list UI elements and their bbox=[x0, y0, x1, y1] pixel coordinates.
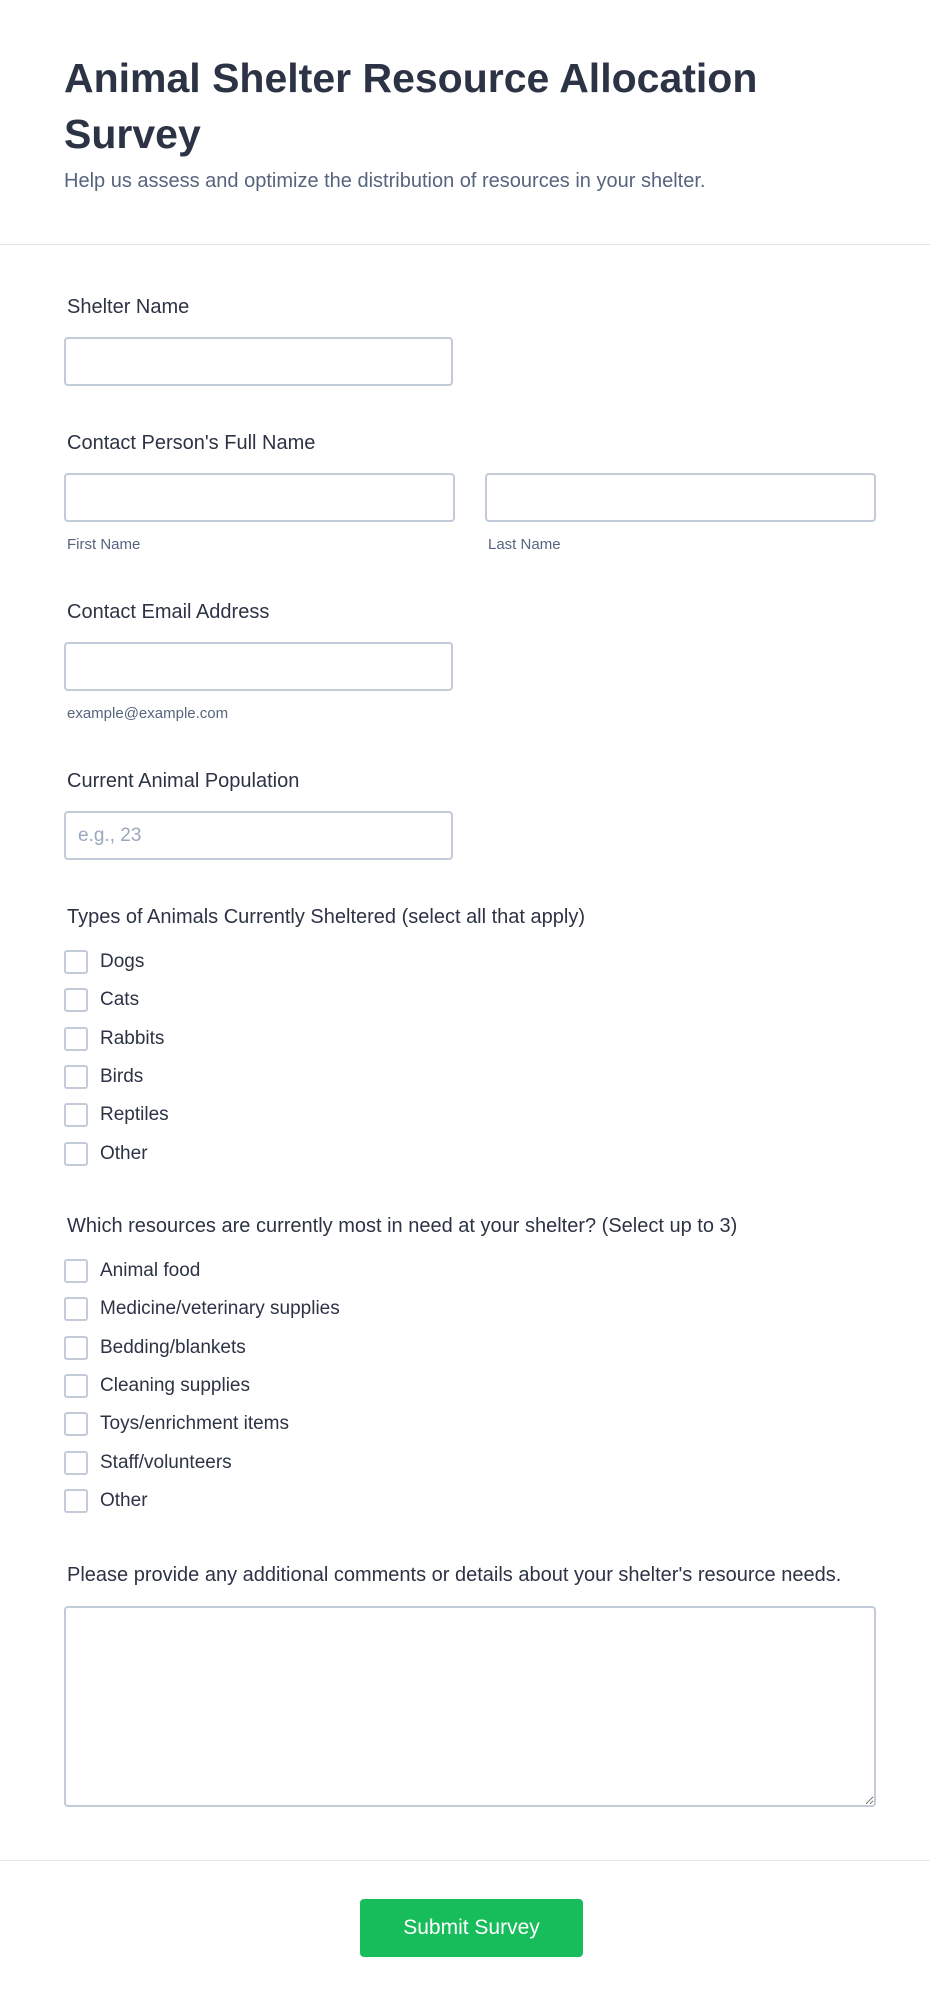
page-title: Animal Shelter Resource Allocation Survey bbox=[64, 55, 758, 157]
shelter-name-field bbox=[64, 296, 453, 386]
comments-textarea[interactable] bbox=[64, 1606, 876, 1807]
shelter-name-input[interactable] bbox=[64, 337, 453, 386]
checkbox[interactable] bbox=[64, 1142, 88, 1166]
shelter-name-label: Shelter Name bbox=[67, 296, 190, 318]
animal-types-list bbox=[64, 943, 585, 1173]
name-row bbox=[64, 473, 876, 553]
last-name-col bbox=[485, 473, 876, 553]
checkbox-label: Other bbox=[100, 1489, 148, 1511]
email-field bbox=[64, 601, 453, 722]
checkbox[interactable] bbox=[64, 1489, 88, 1513]
email-label: Contact Email Address bbox=[67, 601, 270, 623]
form-header bbox=[0, 0, 930, 245]
checkbox[interactable] bbox=[64, 950, 88, 974]
checkbox[interactable] bbox=[64, 1027, 88, 1051]
animal-types-field bbox=[64, 906, 585, 1173]
checkbox-label: Bedding/blankets bbox=[100, 1336, 246, 1358]
resources-field bbox=[64, 1215, 737, 1520]
comments-field bbox=[64, 1562, 876, 1807]
checkbox-label: Animal food bbox=[100, 1260, 201, 1282]
first-name-sublabel: First Name bbox=[67, 536, 141, 553]
checkbox-item-other[interactable] bbox=[64, 1482, 737, 1520]
population-input[interactable] bbox=[64, 811, 453, 860]
contact-name-field bbox=[64, 432, 876, 553]
checkbox-item-staff[interactable] bbox=[64, 1443, 737, 1481]
checkbox[interactable] bbox=[64, 1065, 88, 1089]
resources-list bbox=[64, 1252, 737, 1520]
checkbox-item-reptiles[interactable] bbox=[64, 1096, 585, 1134]
checkbox[interactable] bbox=[64, 1451, 88, 1475]
checkbox-label: Cleaning supplies bbox=[100, 1375, 250, 1397]
checkbox[interactable] bbox=[64, 988, 88, 1012]
checkbox-label: Cats bbox=[100, 989, 140, 1011]
checkbox-label: Toys/enrichment items bbox=[100, 1413, 290, 1435]
comments-label: Please provide any additional comments or details about your shelter's resource needs. bbox=[67, 1564, 842, 1586]
checkbox[interactable] bbox=[64, 1103, 88, 1127]
first-name-col bbox=[64, 473, 455, 553]
checkbox-item-other[interactable] bbox=[64, 1134, 585, 1172]
checkbox-label: Staff/volunteers bbox=[100, 1451, 232, 1473]
checkbox-item-toys[interactable] bbox=[64, 1405, 737, 1443]
checkbox-item-cats[interactable] bbox=[64, 981, 585, 1019]
animal-types-label: Types of Animals Currently Sheltered (select all that apply) bbox=[67, 906, 586, 928]
email-sublabel: example@example.com bbox=[67, 705, 229, 722]
checkbox[interactable] bbox=[64, 1297, 88, 1321]
checkbox-label: Birds bbox=[100, 1066, 144, 1088]
first-name-input[interactable] bbox=[64, 473, 455, 522]
checkbox-label: Rabbits bbox=[100, 1027, 165, 1049]
population-label: Current Animal Population bbox=[67, 770, 300, 792]
checkbox[interactable] bbox=[64, 1259, 88, 1283]
contact-name-label: Contact Person's Full Name bbox=[67, 432, 316, 454]
form-footer bbox=[0, 1860, 930, 2006]
resources-label: Which resources are currently most in need at your shelter? (Select up to 3) bbox=[67, 1215, 738, 1237]
checkbox[interactable] bbox=[64, 1336, 88, 1360]
last-name-sublabel: Last Name bbox=[488, 536, 561, 553]
checkbox[interactable] bbox=[64, 1412, 88, 1436]
email-input[interactable] bbox=[64, 642, 453, 691]
checkbox-item-birds[interactable] bbox=[64, 1058, 585, 1096]
checkbox-label: Dogs bbox=[100, 951, 145, 973]
page-subtitle: Help us assess and optimize the distribution of resources in your shelter. bbox=[64, 170, 706, 192]
checkbox[interactable] bbox=[64, 1374, 88, 1398]
checkbox-item-rabbits[interactable] bbox=[64, 1020, 585, 1058]
checkbox-item-dogs[interactable] bbox=[64, 943, 585, 981]
last-name-input[interactable] bbox=[485, 473, 876, 522]
checkbox-item-animal-food[interactable] bbox=[64, 1252, 737, 1290]
submit-button[interactable]: Submit Survey bbox=[360, 1899, 583, 1957]
population-field bbox=[64, 770, 453, 860]
checkbox-item-medicine[interactable] bbox=[64, 1290, 737, 1328]
checkbox-label: Reptiles bbox=[100, 1104, 169, 1126]
checkbox-item-bedding[interactable] bbox=[64, 1329, 737, 1367]
checkbox-label: Other bbox=[100, 1142, 148, 1164]
checkbox-item-cleaning[interactable] bbox=[64, 1367, 737, 1405]
checkbox-label: Medicine/veterinary supplies bbox=[100, 1298, 340, 1320]
